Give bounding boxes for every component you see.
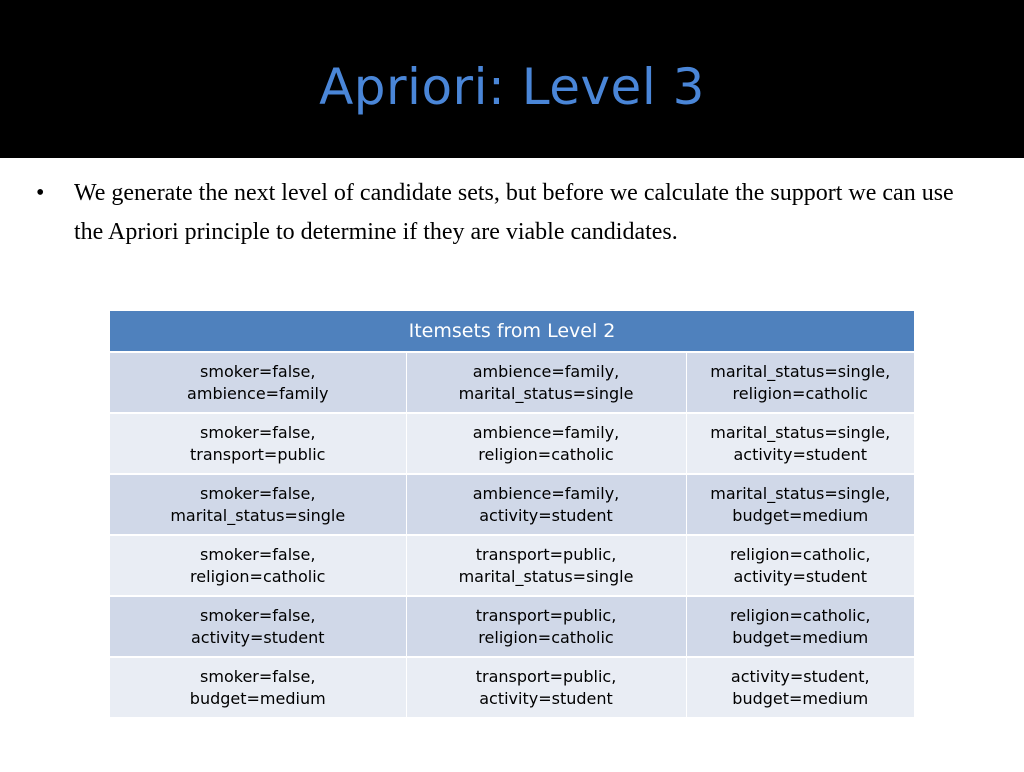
table-cell	[406, 657, 686, 718]
table-cell	[686, 657, 914, 718]
cell-line: smoker=false,	[200, 422, 316, 442]
cell-line: smoker=false,	[200, 605, 316, 625]
cell-line: activity=student	[733, 566, 868, 586]
cell-line: ambience=family,	[472, 483, 620, 503]
table-row	[110, 474, 914, 535]
cell-line: budget=medium	[732, 505, 869, 525]
cell-line: religion=catholic,	[730, 605, 871, 625]
cell-line: transport=public	[190, 444, 326, 464]
cell-line: activity=student	[479, 505, 613, 525]
slide-content	[0, 158, 1024, 772]
cell-line: transport=public,	[475, 605, 617, 625]
table-cell	[686, 413, 914, 474]
table-row	[110, 596, 914, 657]
table-cell	[110, 413, 406, 474]
bullet-text: We generate the next level of candidate sets, but before we calculate the support we can use the Apriori principle to determine if they are viable candidates.	[74, 180, 954, 245]
table-cell	[406, 474, 686, 535]
cell-line: religion=catholic	[478, 444, 614, 464]
cell-line: religion=catholic	[478, 627, 614, 647]
table-cell	[686, 352, 914, 413]
cell-line: activity=student	[479, 688, 613, 708]
table-cell	[686, 596, 914, 657]
cell-line: smoker=false,	[200, 544, 316, 564]
table-header: Itemsets from Level 2	[110, 311, 914, 352]
table-cell	[406, 413, 686, 474]
table-cell	[110, 596, 406, 657]
cell-line: religion=catholic	[190, 566, 326, 586]
slide-title: Apriori: Level 3	[319, 58, 705, 116]
cell-line: marital_status=single,	[710, 422, 891, 442]
cell-line: transport=public,	[475, 544, 617, 564]
title-bar	[0, 0, 1024, 158]
table-row	[110, 657, 914, 718]
cell-line: ambience=family	[187, 383, 329, 403]
table-cell	[406, 596, 686, 657]
cell-line: activity=student	[190, 627, 325, 647]
table-row	[110, 535, 914, 596]
cell-line: ambience=family,	[472, 361, 620, 381]
cell-line: transport=public,	[475, 666, 617, 686]
cell-line: activity=student	[733, 444, 868, 464]
cell-line: ambience=family,	[472, 422, 620, 442]
table-cell	[406, 352, 686, 413]
cell-line: budget=medium	[732, 627, 869, 647]
cell-line: smoker=false,	[200, 666, 316, 686]
table-cell	[686, 535, 914, 596]
cell-line: smoker=false,	[200, 483, 316, 503]
table-row	[110, 413, 914, 474]
cell-line: religion=catholic	[732, 383, 868, 403]
cell-line: marital_status=single	[458, 566, 634, 586]
cell-line: marital_status=single,	[710, 483, 891, 503]
cell-line: budget=medium	[189, 688, 326, 708]
table-cell	[110, 535, 406, 596]
table-cell	[110, 352, 406, 413]
cell-line: marital_status=single	[170, 505, 346, 525]
cell-line: religion=catholic,	[730, 544, 871, 564]
cell-line: smoker=false,	[200, 361, 316, 381]
itemsets-table-container	[110, 311, 914, 719]
itemsets-table	[110, 311, 914, 719]
bullet-item	[36, 174, 956, 252]
cell-line: activity=student,	[730, 666, 870, 686]
table-cell	[406, 535, 686, 596]
table-cell	[110, 474, 406, 535]
table-cell	[110, 657, 406, 718]
table-cell	[686, 474, 914, 535]
table-row	[110, 352, 914, 413]
cell-line: budget=medium	[732, 688, 869, 708]
bullet-marker: •	[36, 180, 45, 206]
cell-line: marital_status=single	[458, 383, 634, 403]
cell-line: marital_status=single,	[710, 361, 891, 381]
